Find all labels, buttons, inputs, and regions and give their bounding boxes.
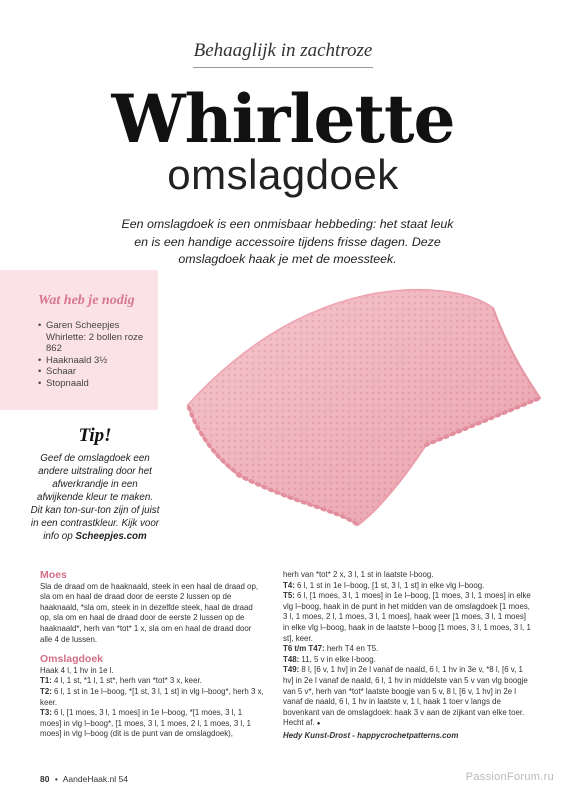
magazine-name: AandeHaak.nl 54 — [62, 774, 128, 784]
materials-item: • Schaar — [38, 366, 146, 378]
row-label: T1: — [40, 676, 52, 686]
row-text: 4 l, 1 st, *1 l, 1 st*, herh van *tot* 3 x, keer. — [51, 676, 202, 686]
footer-bullet: • — [54, 774, 58, 784]
kicker-subtitle: Behaaglijk in zachtroze — [193, 40, 373, 61]
end-mark-icon: ● — [316, 721, 321, 728]
row-t6-t47 — [283, 644, 531, 655]
row-text: 6 l, [1 moes, 3 l, 1 moes] in 1e l–boog, *[1 moes, 3 l, 1 moes] in vlg l–boog*, [1 moes, 3 l, 1 moes, 2 l, 1 moes, 3 l, 1 moes] in vlg l–boog (dit is de punt van de omslagdoek), — [40, 708, 251, 739]
page-footer — [40, 774, 128, 784]
row-text: 8 l, [6 v, 1 hv] in 2e l vanaf de naald, 6 l, 1 hv in 3e v, *8 l, [6 v, 1 hv] in 2e l vanaf de naald, 6 l, 1 hv in middelste van 5 v van vlg boogje van 5 v*, herh van *tot* laatste boogje van 5 v, 8 l, [6 v, 1 hv] in 2e l vanaf de naald, 6 l, 1 hv in laatste v, 1 l, haak 1 toer v langs de bovenkant van de omslagdoek: haak 3 v aan de zijkant van elke toer. Hecht af. — [283, 665, 528, 728]
row-label: T49: — [283, 665, 300, 675]
row-label: T5: — [283, 591, 295, 601]
watermark: PassionForum.ru — [465, 771, 554, 783]
tip-body: Geef de omslagdoek een andere uitstraling door het afwerkrandje in een afwijkende kleur te maken. Dit kan ton-sur-ton zijn of juist in een contrastkleur. Kijk voor info op — [30, 453, 160, 542]
row-text: 6 l, 1 st in 1e l–boog, *[1 st, 3 l, 1 st] in vlg l–boog*, herh 3 x, keer. — [40, 686, 264, 707]
row-label: T3: — [40, 708, 52, 718]
materials-list — [38, 320, 146, 390]
page-number: 80 — [40, 774, 50, 784]
row-text: herh T4 en T5. — [324, 644, 379, 654]
row-text: 6 l, [1 moes, 3 l, 1 moes] in 1e l–boog, [1 moes, 3 l, 1 moes] in elke vlg l–boog, haak in de punt in het midden van de omslagdoek [1 moes, 3 l, 1 moes, 2 l, 1 moes, 3 l, 1 moes], haak weer [1 moes, 3 l, 1 moes] in elke vlg l–boog, haak in de laatste l–boog [1 moes, 3 l, 1 moes, 3 l, 1 st], keer. — [283, 591, 531, 643]
row-t4 — [283, 581, 531, 592]
materials-item: • Garen Scheepjes Whirlette: 2 bollen roze 862 — [38, 320, 146, 355]
materials-item: • Haaknaald 3½ — [38, 355, 146, 367]
subtitle-underline — [193, 67, 373, 68]
tip-title: Tip! — [78, 425, 112, 446]
row-label: T6 t/m T47: — [283, 644, 325, 654]
start-instruction: Haak 4 l, 1 hv in 1e l. — [40, 665, 114, 675]
row-t3-continued: herh van *tot* 2 x, 3 l, 1 st in laatste l-boog. — [283, 570, 434, 579]
row-t3 — [40, 708, 265, 740]
row-label: T2: — [40, 686, 52, 696]
tip-text — [30, 452, 160, 543]
moes-instructions: Sla de draad om de haaknaald, steek in een haal de draad op, sla om en haal de draad door de eerste 2 lussen op de haaknaald, *sla om, steek in in dezelfde steek, haal de draad op, sla om en haal de draad door de eerste 2 lussen op de haaknaald*, herh van *tot* 1 x, sla om en haal de draad door alle 4 de lussen. — [40, 581, 259, 644]
row-label: T4: — [283, 580, 295, 590]
intro-paragraph: Een omslagdoek is een onmisbaar hebbeding: het staat leuk en is een handige accessoire tijdens frisse dagen. Deze omslagdoek haak je met de moessteek. — [121, 217, 454, 266]
shawl-photo — [178, 270, 553, 535]
row-t1 — [40, 676, 265, 687]
article-title: Whirlette — [111, 80, 455, 158]
row-t2 — [40, 687, 265, 708]
author-credit: Hedy Kunst-Drost - happycrochetpatterns.com — [283, 730, 459, 740]
row-label: T48: — [283, 654, 300, 664]
section-heading-moes: Moes — [40, 569, 67, 581]
row-t48 — [283, 655, 531, 666]
materials-title: Wat heb je nodig — [38, 293, 135, 308]
article-title-line2: omslagdoek — [167, 151, 399, 198]
materials-item: • Stopnaald — [38, 378, 146, 390]
tip-link[interactable]: Scheepjes.com — [75, 531, 147, 542]
row-t49 — [283, 665, 531, 730]
section-heading-omslagdoek: Omslagdoek — [40, 653, 104, 666]
row-text: 11, 5 v in elke l-boog. — [299, 654, 376, 664]
instructions-left-column — [40, 570, 265, 740]
row-text: 6 l, 1 st in 1e l–boog, [1 st, 3 l, 1 st] in elke vlg l–boog. — [294, 580, 485, 590]
instructions-right-column — [283, 570, 531, 742]
row-t5 — [283, 591, 531, 644]
